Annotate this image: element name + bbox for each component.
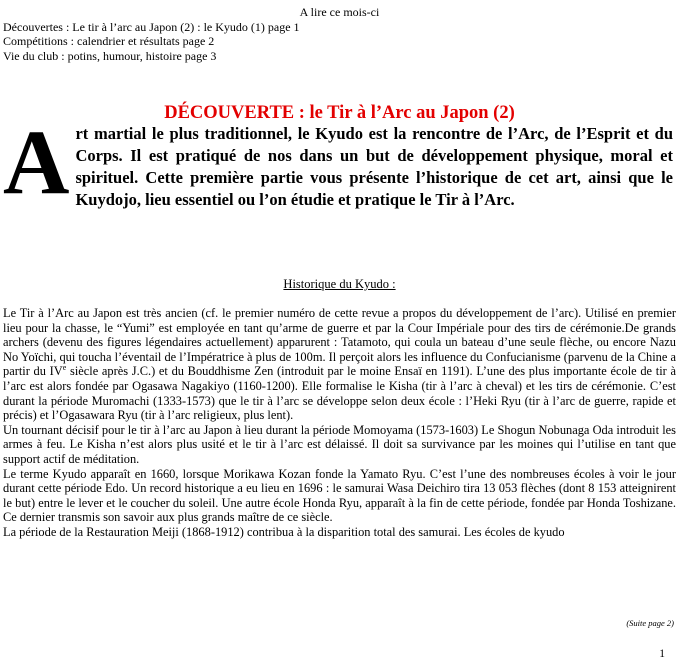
intro-text: rt martial le plus traditionnel, le Kyudo est la rencontre de l’Arc, de l’Esprit et du Corps. Il est pratiqué de nos dans un but de développement physique, moral et spirituel. Cette première partie vous présente l’historique de cet art, ainsi que le Kuydojo, lieu essentiel ou l’on étudie et pratique le Tir à l’Arc. bbox=[75, 124, 673, 209]
superscript-e: e bbox=[62, 363, 67, 373]
body-paragraph-4: La période de la Restauration Meiji (1868-1912) contribua à la disparition total des samurai. Les écoles de kyudo bbox=[3, 524, 565, 539]
continued-note: (Suite page 2) bbox=[626, 618, 674, 628]
article-title: DÉCOUVERTE : le Tir à l’Arc au Japon (2) bbox=[164, 103, 515, 123]
table-of-contents bbox=[3, 5, 676, 63]
drop-cap: A bbox=[3, 111, 70, 213]
page-number: 1 bbox=[659, 648, 665, 660]
toc-line-competitions: Compétitions : calendrier et résultats page 2 bbox=[3, 34, 215, 48]
toc-heading: A lire ce mois-ci bbox=[299, 5, 380, 19]
body-paragraph-2: Un tournant décisif pour le tir à l’arc au Japon à lieu durant la période Momoyama (1573-1603) Le Shogun Nobunaga Oda introduit les armes à feu. Le Kisha n’est alors plus usité et le tir à l’arc est délaissé. Il doit sa survivance par les moines qui l’utilise en tant que support actif de méditation. bbox=[3, 422, 676, 466]
body-paragraph-1: Le Tir à l’Arc au Japon est très ancien (cf. le premier numéro de cette revue a propos du développement de l’arc). Utilisé en premier lieu pour la chasse, le “Yumi” est employée en tant qu’arme de guerre et par la Cour Impériale pour des tirs de cérémonie.De grands archers (devenu des figures légendaires actuellement) apparurent : Tatamoto, qui coula un bateau d’une seule flèche, ou encore Nazu No Yoïchi, qui toucha l’éventail de l’Impératrice à plus de 100m. Il perçoit alors les influence du Confucianisme (parvenu de la Chine a partir du IVe siècle après J.C.) et du Bouddhisme Zen (introduit par le moine Ensaï en 1191). L’une des plus importante école de tir à l’arc est alors fondée par Ogasawa Nagakiyo (1160-1200). Elle formalise le Kisha (tir à l’arc à cheval) et les tirs de cérémonie. C’est durant la période Muromachi (1333-1573) que le tir à l’arc se développe selon deux école : l’Heki Ryu (tir à l’arc de guerre, rapide et précis) et l’Ogasawara Ryu (tir à l’arc religieux, plus lent). bbox=[3, 306, 676, 423]
toc-line-vie-du-club: Vie du club : potins, humour, histoire page 3 bbox=[3, 48, 217, 63]
section-heading: Historique du Kyudo : bbox=[283, 277, 396, 291]
article-body bbox=[3, 306, 676, 540]
body-paragraph-3: Le terme Kyudo apparaît en 1660, lorsque Morikawa Kozan fonde la Yamato Ryu. C’est l’une des nombreuses écoles à voir le jour durant cette période Edo. Un record historique a eu lieu en 1696 : le samurai Wasa Deichiro tira 13 053 flèches (dont 8 153 atteignirent le but) entre le lever et le coucher du soleil. Une autre école Honda Ryu, apparaît à la fin de cette période, fondée par Honda Toshizane. Ce dernier transmis son savoir aux plus grands maître de ce siècle. bbox=[3, 466, 676, 525]
toc-line-decouvertes: Découvertes : Le tir à l’arc au Japon (2) : le Kyudo (1) page 1 bbox=[3, 19, 300, 34]
